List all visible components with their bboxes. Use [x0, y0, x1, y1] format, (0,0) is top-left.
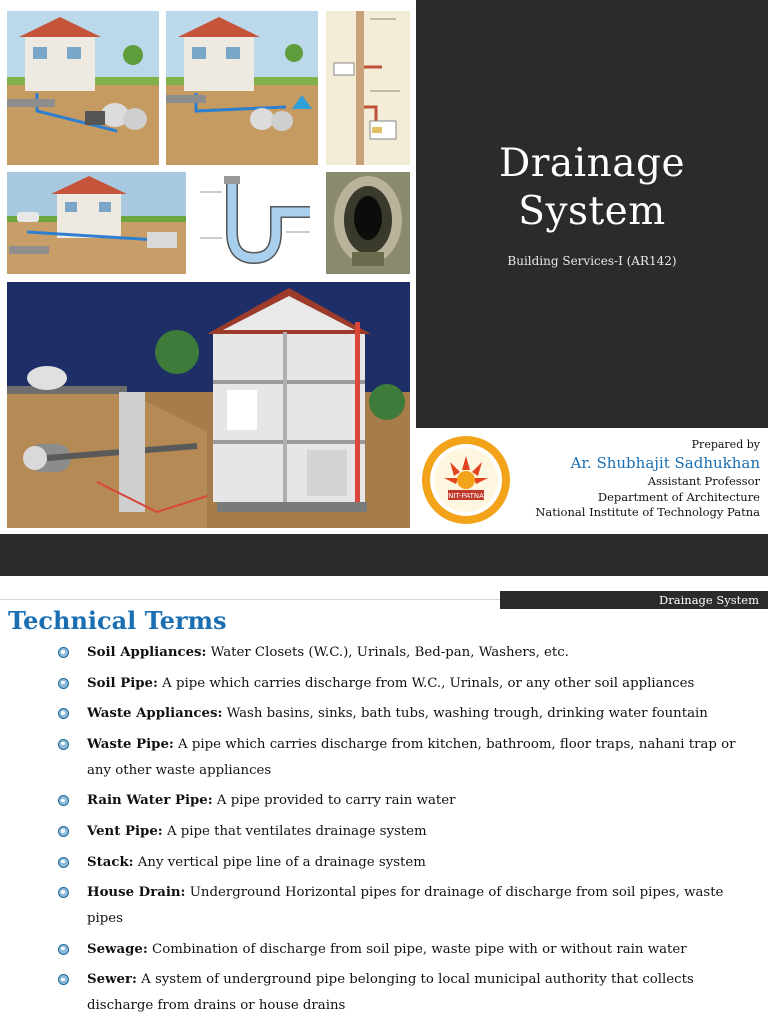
- term-item: [58, 732, 748, 784]
- title-line-1: Drainage: [498, 141, 686, 186]
- author-institute: National Institute of Technology Patna: [535, 505, 760, 519]
- bullet-icon: [58, 739, 69, 750]
- house-sewer-illustration: [7, 172, 186, 274]
- nit-patna-logo: [420, 434, 512, 526]
- bullet-icon: [58, 795, 69, 806]
- term-definition: Underground Horizontal pipes for drainage of discharge from soil pipes, waste pipes: [87, 885, 724, 927]
- term-item: [58, 701, 748, 727]
- term-name: Waste Appliances:: [87, 706, 223, 722]
- stack-pipe-diagram: [326, 11, 410, 165]
- prepared-by-label: Prepared by: [691, 438, 760, 451]
- term-item: [58, 671, 748, 697]
- term-item: [58, 640, 748, 666]
- author-name: Ar. Shubhajit Sadhukhan: [570, 454, 760, 472]
- bullet-icon: [58, 944, 69, 955]
- term-definition: Any vertical pipe line of a drainage system: [133, 854, 426, 870]
- bullet-icon: [58, 974, 69, 985]
- bullet-icon: [58, 887, 69, 898]
- house-cross-section-illustration: [7, 282, 410, 528]
- author-department: Department of Architecture: [597, 489, 760, 504]
- bullet-icon: [58, 647, 69, 658]
- course-subtitle: Building Services-I (AR142): [507, 254, 677, 268]
- bullet-icon: [58, 826, 69, 837]
- term-name: House Drain:: [87, 885, 186, 901]
- author-role: Assistant Professor: [647, 474, 760, 488]
- slide-divider-band: [0, 534, 768, 576]
- term-definition: Combination of discharge from soil pipe, waste pipe with or without rain water: [147, 941, 687, 957]
- term-definition: A pipe which carries discharge from W.C., Urinals, or any other soil appliances: [157, 675, 695, 691]
- term-item: [58, 880, 748, 932]
- technical-terms-slide: [0, 576, 768, 1024]
- term-name: Sewer:: [87, 972, 137, 988]
- term-name: Soil Pipe:: [87, 675, 158, 691]
- p-trap-diagram: [192, 172, 318, 274]
- slide-title: Technical Terms: [8, 606, 227, 635]
- term-name: Vent Pipe:: [87, 823, 163, 839]
- author-info-panel: [416, 428, 768, 534]
- term-item: [58, 788, 748, 814]
- term-item: [58, 937, 748, 963]
- term-name: Rain Water Pipe:: [87, 793, 213, 809]
- term-item: [58, 819, 748, 845]
- term-definition: Water Closets (W.C.), Urinals, Bed-pan, Washers, etc.: [206, 645, 569, 660]
- term-name: Waste Pipe:: [87, 736, 174, 752]
- term-definition: A system of underground pipe belonging to local municipal authority that collects discharge from drains or house drains: [87, 972, 694, 1014]
- title-panel: [416, 0, 768, 428]
- term-name: Stack:: [87, 854, 134, 870]
- term-definition: A pipe that ventilates drainage system: [162, 823, 427, 839]
- title-line-2: System: [518, 189, 666, 234]
- term-definition: Wash basins, sinks, bath tubs, washing trough, drinking water fountain: [222, 706, 708, 722]
- header-tag: Drainage System: [500, 591, 768, 609]
- bullet-icon: [58, 708, 69, 719]
- sewer-tunnel-photo: [326, 172, 410, 274]
- term-definition: A pipe provided to carry rain water: [212, 793, 456, 809]
- bullet-icon: [58, 857, 69, 868]
- logo-label: NIT-PATNA: [448, 492, 484, 500]
- term-name: Soil Appliances:: [87, 645, 207, 660]
- term-definition: A pipe which carries discharge from kitchen, bathroom, floor traps, nahani trap or any other waste appliances: [87, 736, 736, 778]
- house-septic-illustration: [7, 11, 159, 165]
- term-item: [58, 967, 748, 1019]
- prepared-by-block: [535, 438, 760, 521]
- presentation-title: [416, 140, 768, 236]
- terms-list: [58, 640, 748, 1024]
- bullet-icon: [58, 678, 69, 689]
- house-tank-illustration: [166, 11, 318, 165]
- term-name: Sewage:: [87, 941, 148, 957]
- term-item: [58, 850, 748, 876]
